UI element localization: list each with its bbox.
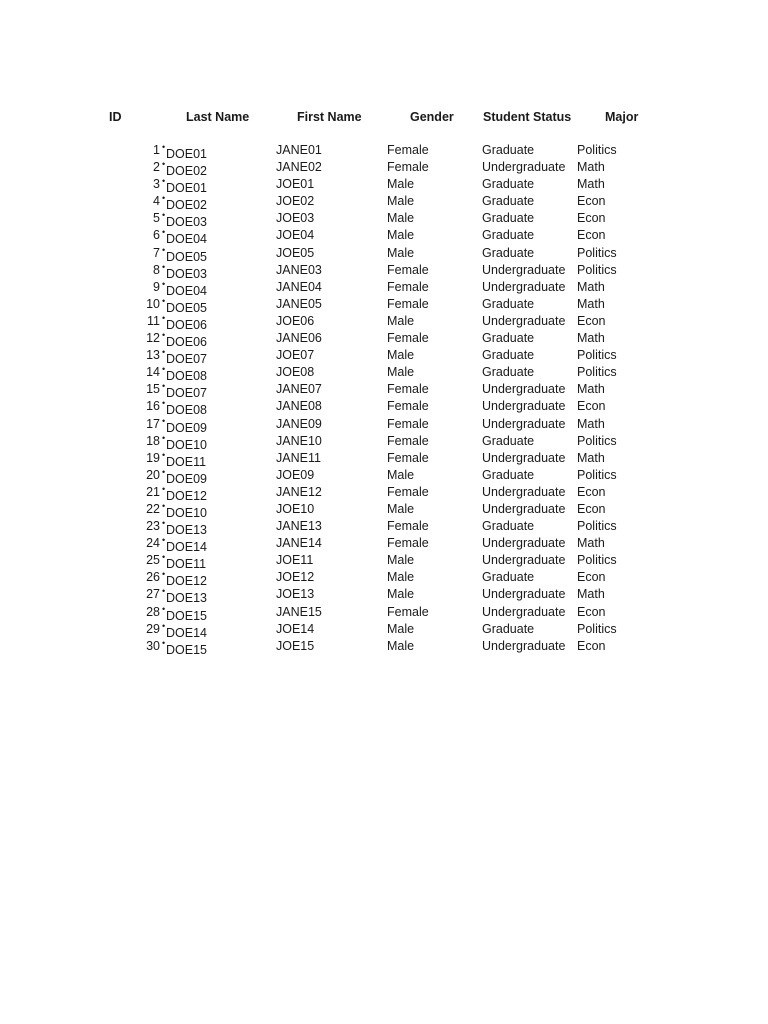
cell-first-name: JOE14 — [276, 621, 315, 636]
cell-gender: Female — [387, 484, 429, 499]
cell-student-status: Graduate — [482, 177, 535, 192]
cell-marker: • — [162, 364, 166, 375]
table-row — [0, 263, 768, 280]
cell-id: 15 — [146, 382, 160, 397]
cell-student-status: Graduate — [482, 194, 535, 209]
cell-id: 4 — [153, 194, 160, 209]
cell-student-status: Graduate — [482, 570, 535, 585]
cell-major: Politics — [577, 621, 617, 636]
cell-marker: • — [162, 603, 166, 614]
cell-last-name: DOE08 — [166, 403, 207, 418]
cell-gender: Male — [387, 228, 415, 243]
cell-major: Politics — [577, 553, 617, 568]
cell-id: 10 — [146, 296, 160, 311]
table-row — [0, 417, 768, 434]
cell-first-name: JOE12 — [276, 570, 315, 585]
cell-first-name: JANE01 — [276, 143, 322, 157]
cell-last-name: DOE01 — [166, 147, 207, 161]
cell-gender: Male — [387, 570, 415, 585]
cell-student-status: Undergraduate — [482, 484, 566, 499]
cell-marker: • — [162, 449, 166, 460]
cell-major: Math — [577, 331, 605, 346]
cell-id: 2 — [153, 160, 160, 175]
cell-last-name: DOE11 — [166, 454, 207, 469]
table-row — [0, 570, 768, 587]
cell-id: 22 — [146, 501, 160, 516]
cell-student-status: Graduate — [482, 519, 535, 534]
cell-student-status: Undergraduate — [482, 262, 566, 277]
cell-marker: • — [162, 466, 166, 477]
cell-major: Econ — [577, 604, 606, 619]
cell-last-name: DOE10 — [166, 437, 207, 452]
cell-id: 13 — [146, 348, 160, 363]
cell-last-name: DOE05 — [166, 300, 207, 315]
cell-last-name: DOE09 — [166, 471, 207, 486]
cell-last-name: DOE06 — [166, 335, 207, 350]
cell-major: Math — [577, 160, 605, 175]
cell-last-name: DOE03 — [166, 215, 207, 230]
cell-marker: • — [162, 637, 166, 648]
cell-gender: Male — [387, 553, 415, 568]
cell-major: Politics — [577, 245, 617, 260]
table-row — [0, 553, 768, 570]
cell-gender: Male — [387, 621, 415, 636]
cell-gender: Female — [387, 296, 429, 311]
cell-student-status: Undergraduate — [482, 160, 566, 175]
cell-gender: Male — [387, 211, 415, 226]
cell-first-name: JANE03 — [276, 262, 322, 277]
cell-last-name: DOE13 — [166, 591, 207, 606]
cell-gender: Female — [387, 279, 429, 294]
table-row — [0, 314, 768, 331]
cell-marker: • — [162, 295, 166, 306]
cell-first-name: JOE08 — [276, 365, 315, 380]
table-row — [0, 382, 768, 399]
cell-major: Math — [577, 382, 605, 397]
cell-student-status: Undergraduate — [482, 382, 566, 397]
table-row — [0, 211, 768, 228]
cell-last-name: DOE13 — [166, 523, 207, 538]
cell-marker: • — [162, 432, 166, 443]
cell-gender: Female — [387, 160, 429, 175]
cell-gender: Female — [387, 604, 429, 619]
cell-student-status: Graduate — [482, 245, 535, 260]
cell-major: Econ — [577, 638, 606, 653]
cell-major: Econ — [577, 194, 606, 209]
cell-marker: • — [162, 244, 166, 255]
table-row — [0, 246, 768, 263]
cell-gender: Female — [387, 399, 429, 414]
cell-gender: Male — [387, 638, 415, 653]
cell-id: 5 — [153, 211, 160, 226]
header-last-name: Last Name — [186, 110, 250, 124]
cell-last-name: DOE12 — [166, 488, 207, 503]
cell-first-name: JANE07 — [276, 382, 322, 397]
cell-gender: Female — [387, 450, 429, 465]
table-row — [0, 451, 768, 468]
cell-gender: Female — [387, 331, 429, 346]
cell-last-name: DOE02 — [166, 164, 207, 179]
table-row — [0, 297, 768, 314]
cell-student-status: Graduate — [482, 211, 535, 226]
cell-student-status: Undergraduate — [482, 553, 566, 568]
cell-gender: Female — [387, 536, 429, 551]
cell-marker: • — [162, 500, 166, 511]
table-row — [0, 639, 768, 656]
cell-first-name: JOE01 — [276, 177, 315, 192]
cell-marker: • — [162, 159, 166, 170]
cell-first-name: JOE09 — [276, 467, 315, 482]
cell-gender: Female — [387, 143, 429, 157]
cell-last-name: DOE11 — [166, 557, 207, 572]
cell-marker: • — [162, 552, 166, 563]
table-row — [0, 502, 768, 519]
cell-major: Politics — [577, 143, 617, 157]
cell-student-status: Undergraduate — [482, 587, 566, 602]
cell-first-name: JANE02 — [276, 160, 322, 175]
cell-first-name: JOE04 — [276, 228, 315, 243]
cell-first-name: JOE07 — [276, 348, 315, 363]
cell-first-name: JANE13 — [276, 519, 322, 534]
cell-id: 1 — [153, 143, 160, 157]
cell-gender: Male — [387, 501, 415, 516]
cell-first-name: JOE15 — [276, 638, 315, 653]
cell-marker: • — [162, 176, 166, 187]
cell-id: 11 — [147, 313, 160, 328]
cell-last-name: DOE08 — [166, 369, 207, 384]
cell-gender: Male — [387, 348, 415, 363]
cell-student-status: Graduate — [482, 331, 535, 346]
cell-major: Econ — [577, 211, 606, 226]
cell-gender: Male — [387, 245, 415, 260]
cell-marker: • — [162, 312, 166, 323]
cell-id: 28 — [146, 604, 160, 619]
cell-last-name: DOE15 — [166, 608, 207, 623]
cell-student-status: Undergraduate — [482, 604, 566, 619]
table-row — [0, 143, 768, 160]
cell-student-status: Undergraduate — [482, 638, 566, 653]
cell-id: 16 — [146, 399, 160, 414]
cell-id: 26 — [146, 570, 160, 585]
cell-major: Math — [577, 279, 605, 294]
cell-id: 14 — [146, 365, 160, 380]
cell-first-name: JANE15 — [276, 604, 322, 619]
cell-student-status: Undergraduate — [482, 416, 566, 431]
table-row — [0, 622, 768, 639]
table-row — [0, 194, 768, 211]
cell-gender: Female — [387, 262, 429, 277]
cell-major: Politics — [577, 348, 617, 363]
cell-major: Math — [577, 416, 605, 431]
cell-last-name: DOE14 — [166, 625, 207, 640]
cell-student-status: Graduate — [482, 621, 535, 636]
cell-first-name: JOE06 — [276, 313, 315, 328]
cell-student-status: Graduate — [482, 348, 535, 363]
cell-student-status: Undergraduate — [482, 313, 566, 328]
cell-marker: • — [162, 227, 166, 238]
cell-student-status: Graduate — [482, 143, 535, 157]
cell-major: Politics — [577, 467, 617, 482]
cell-marker: • — [162, 569, 166, 580]
cell-first-name: JANE08 — [276, 399, 322, 414]
cell-student-status: Undergraduate — [482, 399, 566, 414]
cell-last-name: DOE05 — [166, 249, 207, 264]
cell-id: 20 — [146, 467, 160, 482]
table-row — [0, 280, 768, 297]
cell-last-name: DOE02 — [166, 198, 207, 213]
cell-marker: • — [162, 330, 166, 341]
cell-id: 18 — [146, 433, 160, 448]
cell-gender: Male — [387, 587, 415, 602]
table-row — [0, 587, 768, 604]
cell-major: Math — [577, 450, 605, 465]
cell-major: Math — [577, 587, 605, 602]
cell-marker: • — [162, 261, 166, 272]
cell-student-status: Graduate — [482, 365, 535, 380]
header-first-name: First Name — [297, 110, 362, 124]
cell-marker: • — [162, 415, 166, 426]
cell-marker: • — [162, 193, 166, 204]
cell-student-status: Graduate — [482, 228, 535, 243]
cell-last-name: DOE01 — [166, 181, 207, 196]
cell-major: Econ — [577, 570, 606, 585]
cell-major: Math — [577, 536, 605, 551]
cell-id: 25 — [146, 553, 160, 568]
table-row — [0, 605, 768, 622]
table-row — [0, 519, 768, 536]
cell-id: 27 — [146, 587, 160, 602]
cell-student-status: Graduate — [482, 467, 535, 482]
cell-id: 3 — [153, 177, 160, 192]
cell-major: Econ — [577, 484, 606, 499]
cell-gender: Female — [387, 433, 429, 448]
table-body — [0, 143, 768, 656]
cell-major: Math — [577, 296, 605, 311]
table-row — [0, 160, 768, 177]
table-row — [0, 399, 768, 416]
cell-gender: Female — [387, 519, 429, 534]
table-row — [0, 434, 768, 451]
cell-marker: • — [162, 278, 166, 289]
table-row — [0, 348, 768, 365]
table-row — [0, 468, 768, 485]
cell-id: 8 — [153, 262, 160, 277]
cell-marker: • — [162, 483, 166, 494]
cell-student-status: Graduate — [482, 296, 535, 311]
cell-first-name: JANE14 — [276, 536, 322, 551]
cell-last-name: DOE09 — [166, 420, 207, 435]
cell-last-name: DOE03 — [166, 266, 207, 281]
cell-last-name: DOE07 — [166, 352, 207, 367]
cell-marker: • — [162, 381, 166, 392]
cell-major: Econ — [577, 228, 606, 243]
cell-major: Math — [577, 177, 605, 192]
cell-marker: • — [162, 586, 166, 597]
cell-marker: • — [162, 398, 166, 409]
header-gender: Gender — [410, 110, 454, 124]
cell-first-name: JANE05 — [276, 296, 322, 311]
table-row — [0, 331, 768, 348]
cell-last-name: DOE14 — [166, 540, 207, 555]
cell-gender: Female — [387, 416, 429, 431]
cell-last-name: DOE10 — [166, 505, 207, 520]
table-header — [0, 110, 768, 128]
cell-id: 29 — [146, 621, 160, 636]
cell-first-name: JOE10 — [276, 501, 315, 516]
cell-last-name: DOE12 — [166, 574, 207, 589]
header-id: ID — [109, 110, 122, 124]
cell-student-status: Graduate — [482, 433, 535, 448]
cell-gender: Male — [387, 467, 415, 482]
cell-marker: • — [162, 347, 166, 358]
cell-first-name: JOE11 — [276, 553, 314, 568]
cell-gender: Male — [387, 194, 415, 209]
cell-gender: Male — [387, 313, 415, 328]
cell-major: Econ — [577, 399, 606, 414]
cell-student-status: Undergraduate — [482, 536, 566, 551]
cell-major: Politics — [577, 519, 617, 534]
cell-gender: Male — [387, 177, 415, 192]
cell-id: 24 — [146, 536, 160, 551]
cell-last-name: DOE15 — [166, 642, 207, 657]
cell-first-name: JANE11 — [276, 450, 321, 465]
cell-student-status: Undergraduate — [482, 501, 566, 516]
cell-student-status: Undergraduate — [482, 450, 566, 465]
cell-first-name: JOE05 — [276, 245, 315, 260]
cell-marker: • — [162, 518, 166, 529]
cell-last-name: DOE06 — [166, 317, 207, 332]
cell-major: Politics — [577, 365, 617, 380]
cell-gender: Female — [387, 382, 429, 397]
cell-id: 23 — [146, 519, 160, 534]
cell-first-name: JOE02 — [276, 194, 315, 209]
cell-first-name: JANE06 — [276, 331, 322, 346]
cell-id: 6 — [153, 228, 160, 243]
cell-first-name: JANE10 — [276, 433, 322, 448]
cell-first-name: JOE03 — [276, 211, 315, 226]
cell-major: Econ — [577, 313, 606, 328]
cell-major: Politics — [577, 433, 617, 448]
cell-gender: Male — [387, 365, 415, 380]
cell-major: Politics — [577, 262, 617, 277]
cell-last-name: DOE04 — [166, 283, 207, 298]
cell-marker: • — [162, 142, 166, 152]
table-row — [0, 485, 768, 502]
cell-student-status: Undergraduate — [482, 279, 566, 294]
cell-id: 9 — [153, 279, 160, 294]
cell-marker: • — [162, 210, 166, 221]
cell-id: 12 — [146, 331, 160, 346]
cell-first-name: JANE12 — [276, 484, 322, 499]
table-row — [0, 228, 768, 245]
cell-first-name: JANE09 — [276, 416, 322, 431]
cell-last-name: DOE04 — [166, 232, 207, 247]
table-row — [0, 536, 768, 553]
cell-first-name: JANE04 — [276, 279, 322, 294]
cell-id: 30 — [146, 638, 160, 653]
cell-id: 19 — [146, 450, 160, 465]
table-row — [0, 365, 768, 382]
cell-major: Econ — [577, 501, 606, 516]
cell-first-name: JOE13 — [276, 587, 315, 602]
cell-marker: • — [162, 620, 166, 631]
header-major: Major — [605, 110, 639, 124]
cell-id: 17 — [146, 416, 160, 431]
cell-id: 21 — [146, 484, 160, 499]
cell-id: 7 — [153, 245, 160, 260]
cell-last-name: DOE07 — [166, 386, 207, 401]
table-row — [0, 177, 768, 194]
cell-marker: • — [162, 535, 166, 546]
header-student-status: Student Status — [483, 110, 572, 124]
